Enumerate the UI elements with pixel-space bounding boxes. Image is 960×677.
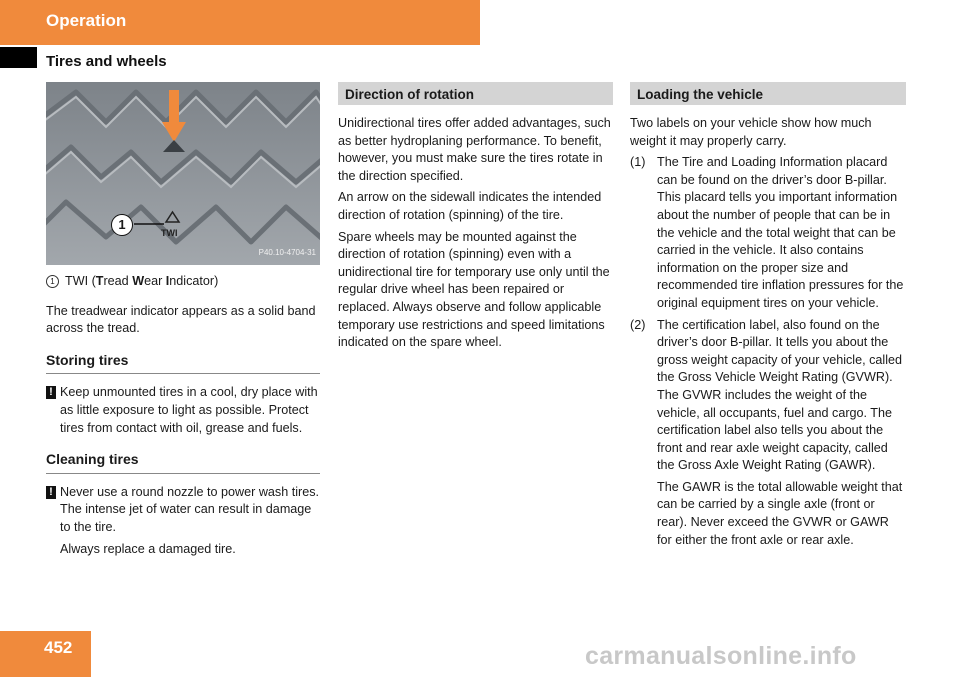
cleaning-note-2: Always replace a damaged tire. — [60, 541, 236, 556]
section-title: Tires and wheels — [46, 53, 167, 70]
direction-of-rotation-heading: Direction of rotation — [338, 82, 613, 105]
image-caption: 1 TWI (Tread Wear Indicator) — [46, 273, 320, 291]
column-right — [630, 82, 906, 553]
list-item: (1) The Tire and Loading Information placard can be found on the driver’s door B-pillar. This placard tells you important information about the number of people that can be in the vehicle and the total weight that can be carried in the vehicle. It also contains information on the proper size and recommended tire inflation pressures for the original equipment tires on your vehicle. — [630, 155, 904, 310]
image-code: P40.10-4704-31 — [258, 248, 316, 258]
list-item: (2) The certification label, also found on the driver’s door B-pillar. It tells you about the gross weight capacity of your vehicle, called the Gross Vehicle Weight Rating (GVWR). The GVWR includes the weight of the vehicle, all occupants, fuel and cargo. The certification label also tells you about the front and rear axle weight capacity, called the Gross Axle Weight Rating (GAWR). — [630, 317, 903, 473]
tire-tread-image — [46, 82, 320, 265]
rotation-paragraph-1: Unidirectional tires offer added advantages, such as better hydroplaning performance. To benefit, however, you must make sure the tires rotate in the direction specified. — [338, 116, 611, 183]
watermark: carmanualsonline.info — [585, 642, 857, 670]
rotation-paragraph-3: Spare wheels may be mounted against the direction of rotation (spinning) even with a unidirectional tire for temporary use only until the regular drive wheel has been repaired or replaced. Always observe and follow applicable temporary use restrictions and speed limitations indicated on the spare wheel. — [338, 229, 610, 350]
storing-tires-heading: Storing tires — [46, 352, 320, 375]
loading-intro: Two labels on your vehicle show how much weight it may properly carry. — [630, 116, 872, 148]
twi-label: TWI — [161, 228, 178, 238]
column-left — [46, 82, 320, 562]
rotation-paragraph-2: An arrow on the sidewall indicates the intended direction of rotation (spinning) of the tire. — [338, 190, 602, 222]
caption-number: 1 — [46, 275, 59, 288]
warning-icon: ! — [46, 386, 56, 399]
page-number: 452 — [44, 638, 73, 657]
arrow-shaft — [169, 90, 179, 124]
cleaning-tires-heading: Cleaning tires — [46, 451, 320, 474]
cleaning-note: ! Never use a round nozzle to power wash tires. The intense jet of water can result in damage to the tire. — [46, 484, 320, 537]
callout-marker: 1 — [111, 214, 133, 236]
warning-icon: ! — [46, 486, 56, 499]
gawr-paragraph: The GAWR is the total allowable weight that can be carried by a single axle (front or rear). Never exceed the GVWR or GAWR for either the front axle or rear axle. — [657, 479, 903, 547]
loading-vehicle-heading: Loading the vehicle — [630, 82, 906, 105]
storing-note: ! Keep unmounted tires in a cool, dry place with as little exposure to light as possible. Protect tires from contact with oil, grease and fuels. — [46, 384, 320, 437]
section-tab-marker — [0, 47, 37, 68]
column-middle — [338, 82, 613, 356]
tire-tread-illustration — [46, 82, 320, 265]
chapter-title: Operation — [46, 11, 127, 30]
treadwear-paragraph: The treadwear indicator appears as a solid band across the tread. — [46, 303, 316, 336]
